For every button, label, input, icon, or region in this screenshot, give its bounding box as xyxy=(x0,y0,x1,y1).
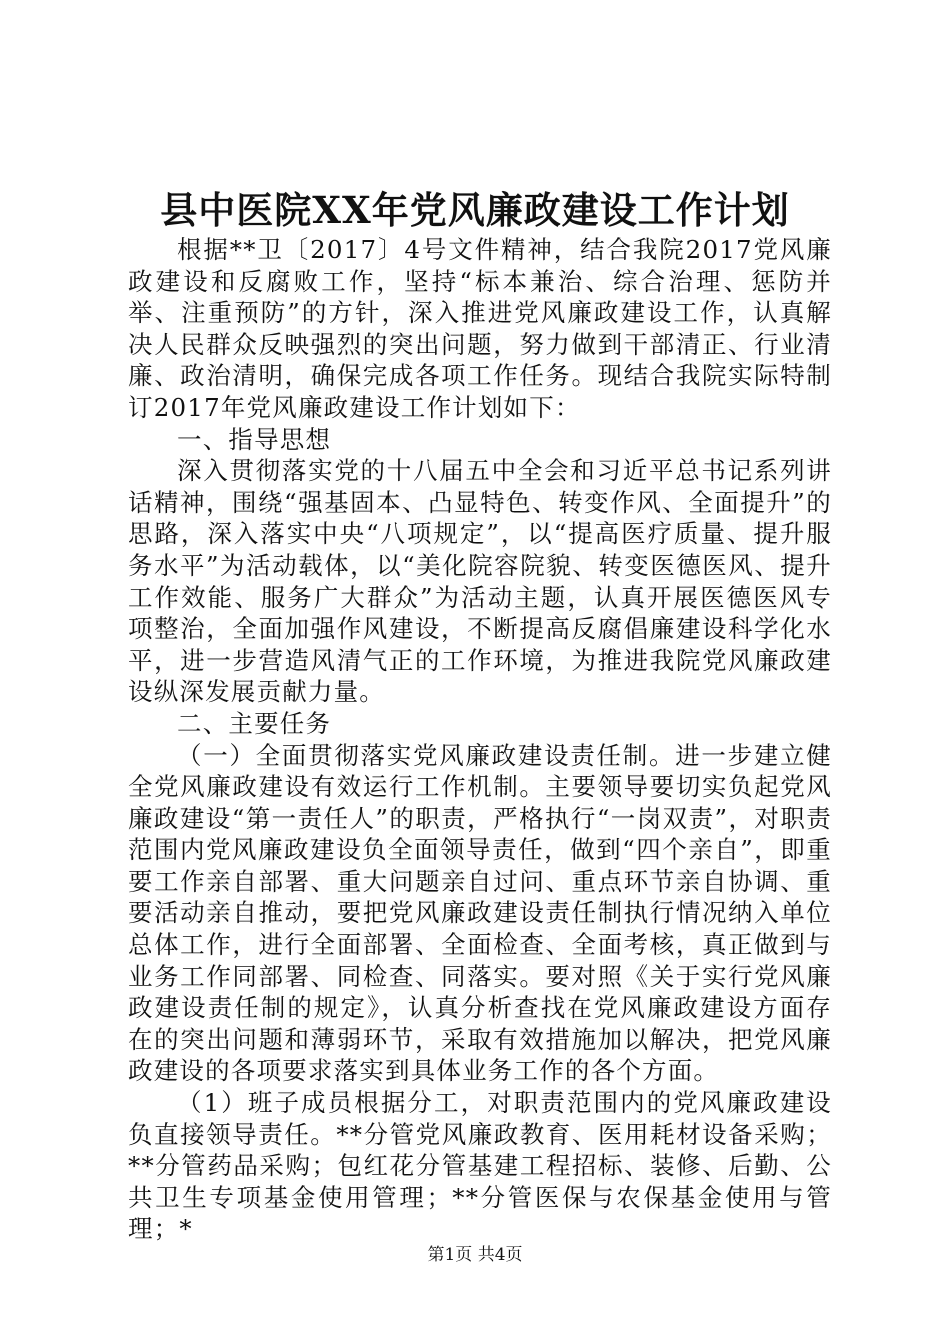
document-title: 县中医院XX年党风廉政建设工作计划 xyxy=(160,188,790,232)
section-heading-guiding-ideology: 一、指导思想 xyxy=(177,424,332,454)
document-body xyxy=(128,234,832,1245)
paragraph-guiding-ideology: 深入贯彻落实党的十八届五中全会和习近平总书记系列讲话精神，围绕“强基固本、凸显特色、转变作风、全面提升”的思路，深入落实中央“八项规定”，以“提高医疗质量、提升服务水平”为活动载体，以“美化院容院貌、转变医德医风、提升工作效能、服务广大群众”为活动主题，认真开展医德医风专项整治，全面加强作风建设，不断提高反腐倡廉建设科学化水平，进一步营造风清气正的工作环境，为推进我院党风廉政建设纵深发展贡献力量。 xyxy=(128,456,832,707)
section-heading-main-tasks: 二、主要任务 xyxy=(177,708,332,738)
paragraph-task-one-item-1: （1）班子成员根据分工，对职责范围内的党风廉政建设负直接领导责任。**分管党风廉政教育、医用耗材设备采购；**分管药品采购；包红花分管基建工程招标、装修、后勤、公共卫生专项基金使用管理；**分管医保与农保基金使用与管理；* xyxy=(128,1088,832,1244)
paragraph-intro: 根据**卫〔2017〕4号文件精神，结合我院2017党风廉政建设和反腐败工作，坚持“标本兼治、综合治理、惩防并举、注重预防”的方针，深入推进党风廉政建设工作，认真解决人民群众反映强烈的突出问题，努力做到干部清正、行业清廉、政治清明，确保完成各项工作任务。现结合我院实际特制订2017年党风廉政建设工作计划如下： xyxy=(128,235,832,422)
paragraph-task-one: （一）全面贯彻落实党风廉政建设责任制。进一步建立健全党风廉政建设有效运行工作机制。主要领导要切实负起党风廉政建设“第一责任人”的职责，严格执行“一岗双责”，对职责范围内党风廉政建设负全面领导责任，做到“四个亲自”，即重要工作亲自部署、重大问题亲自过问、重点环节亲自协调、重要活动亲自推动，要把党风廉政建设责任制执行情况纳入单位总体工作，进行全面部署、全面检查、全面考核，真正做到与业务工作同部署、同检查、同落实。要对照《关于实行党风廉政建设责任制的规定》，认真分析查找在党风廉政建设方面存在的突出问题和薄弱环节，采取有效措施加以解决，把党风廉政建设的各项要求落实到具体业务工作的各个方面。 xyxy=(128,740,832,1086)
page-number-footer: 第1页 共4页 xyxy=(427,1245,523,1265)
